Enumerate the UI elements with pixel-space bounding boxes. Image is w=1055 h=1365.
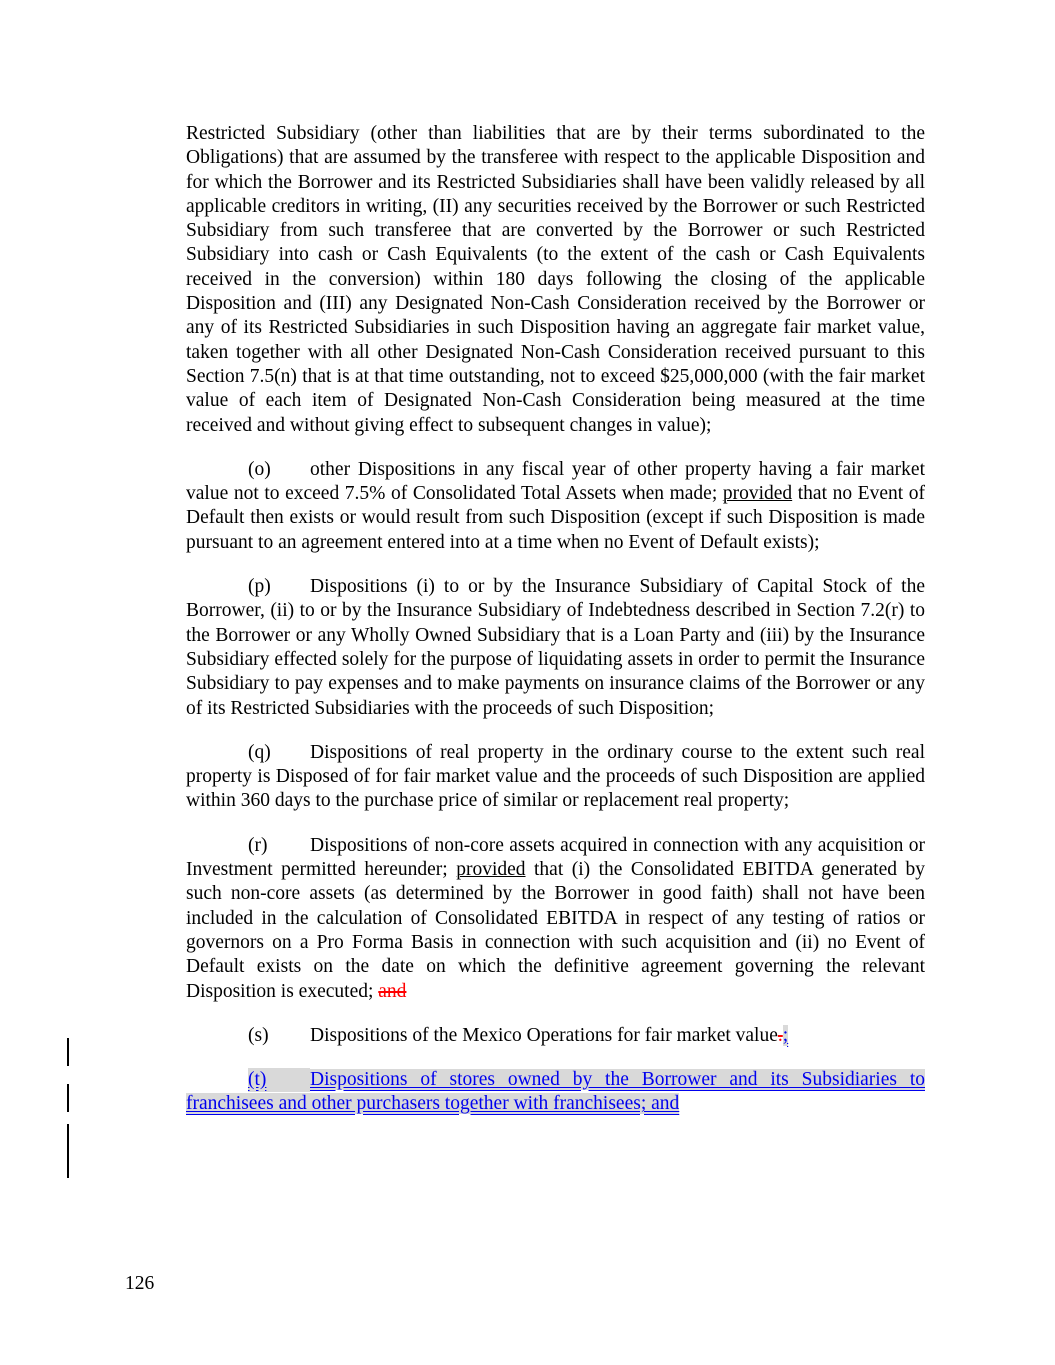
clause-t xyxy=(186,1068,925,1117)
clause-label: (s) xyxy=(248,1024,269,1046)
clause-label: (q) xyxy=(248,741,271,763)
text-segment-del: . xyxy=(777,1024,783,1046)
document-body xyxy=(186,122,925,1137)
text-segment-n: Dispositions of the Mexico Operations for fair market value xyxy=(310,1024,778,1046)
clause-label-cell xyxy=(248,1024,310,1048)
text-segment-u: provided xyxy=(722,483,793,505)
text-segment-n: Dispositions of non-core assets acquired in connection with any acquisition or Investment permitted hereunder; xyxy=(186,834,925,881)
text-segment-n: Dispositions of real property in the ordinary course to the extent such real property is Disposed of for fair market value and the proceeds of such Disposition are applied within 360 days to the purchase price of similar or replacement real property; xyxy=(186,741,925,812)
clause-label-cell xyxy=(248,575,310,599)
clause-label: (o) xyxy=(248,458,271,480)
change-bar xyxy=(67,1084,69,1112)
clause-label: (p) xyxy=(248,576,271,598)
change-bar xyxy=(67,1124,69,1178)
text-segment-n: Dispositions (i) to or by the Insurance Subsidiary of Capital Stock of the Borrower, (ii) to or by the Insurance Subsidiary of Indebtedness described in Section 7.2(r) to the Borrower or any Wholly Owned Subsidiary that is a Loan Party and (iii) by the Insurance Subsidiary effected solely for the purpose of liquidating assets in order to permit the Insurance Subsidiary to pay expenses and to make payments on insurance claims of the Borrower or any of its Restricted Subsidiaries with the proceeds of such Disposition; xyxy=(186,576,925,719)
clause-label-cell xyxy=(248,458,310,482)
text-segment-u: provided xyxy=(456,859,526,881)
change-bar xyxy=(67,1038,69,1066)
text-segment-ins: ; xyxy=(782,1024,789,1046)
page-number: 126 xyxy=(125,1273,155,1294)
text-segment-n: that no Event of Default then exists or would result from such Disposition (except if such Disposition is made pursuant to an agreement entered into at a time when no Event of Default exists); xyxy=(186,483,925,553)
paragraph-continuation xyxy=(186,122,925,438)
text-segment-n: that (i) the Consolidated EBITDA generated by such non-core assets (as determined by the Borrower in good faith) shall not have been included in the calculation of Consolidated EBITDA in respect of any testing of ratios or governors on a Pro Forma Basis in connection with such acquisition and (ii) no Event of Default exists on the date on which the definitive agreement governing the relevant Disposition is executed; xyxy=(186,859,925,1002)
clause-r xyxy=(186,834,925,1004)
clause-label: (r) xyxy=(248,834,268,856)
clause-o xyxy=(186,458,925,555)
clause-label-cell xyxy=(248,741,310,765)
text-segment-n: other Dispositions in any fiscal year of other property having a fair market value not to exceed 7.5% of Consolidated Total Assets when made; xyxy=(186,458,925,505)
text-segment-n: Restricted Subsidiary (other than liabilities that are by their terms subordinated to the Obligations) that are assumed by the transferee with respect to the applicable Disposition and for which the Borrower and its Restricted Subsidiaries shall have been validly released by all applicable creditors in writing, (II) any securities received by the Borrower or such Restricted Subsidiary from such transferee that are converted by the Borrower or such Restricted Subsidiary into cash or Cash Equivalents (to the extent of the cash or Cash Equivalents received in the conversion) within 180 days following the closing of the applicable Disposition and (III) any Designated Non-Cash Consideration received by the Borrower or any of its Restricted Subsidiaries in such Disposition having an aggregate fair market value, taken together with all other Designated Non-Cash Consideration received pursuant to this Section 7.5(n) that is at that time outstanding, not to exceed $25,000,000 (with the fair market value of each item of Designated Non-Cash Consideration being measured at the time received and without giving effect to subsequent changes in value); xyxy=(186,123,925,436)
clause-label: (t) xyxy=(248,1069,267,1091)
clause-p xyxy=(186,575,925,721)
clause-label-cell xyxy=(248,1068,310,1092)
clause-s xyxy=(186,1024,925,1048)
clause-label-cell xyxy=(248,834,310,858)
clause-q xyxy=(186,741,925,814)
text-segment-ins: Dispositions of stores owned by the Borrower and its Subsidiaries to franchisees and other purchasers together with franchisees; and xyxy=(186,1069,925,1115)
text-segment-del: and xyxy=(378,980,407,1002)
